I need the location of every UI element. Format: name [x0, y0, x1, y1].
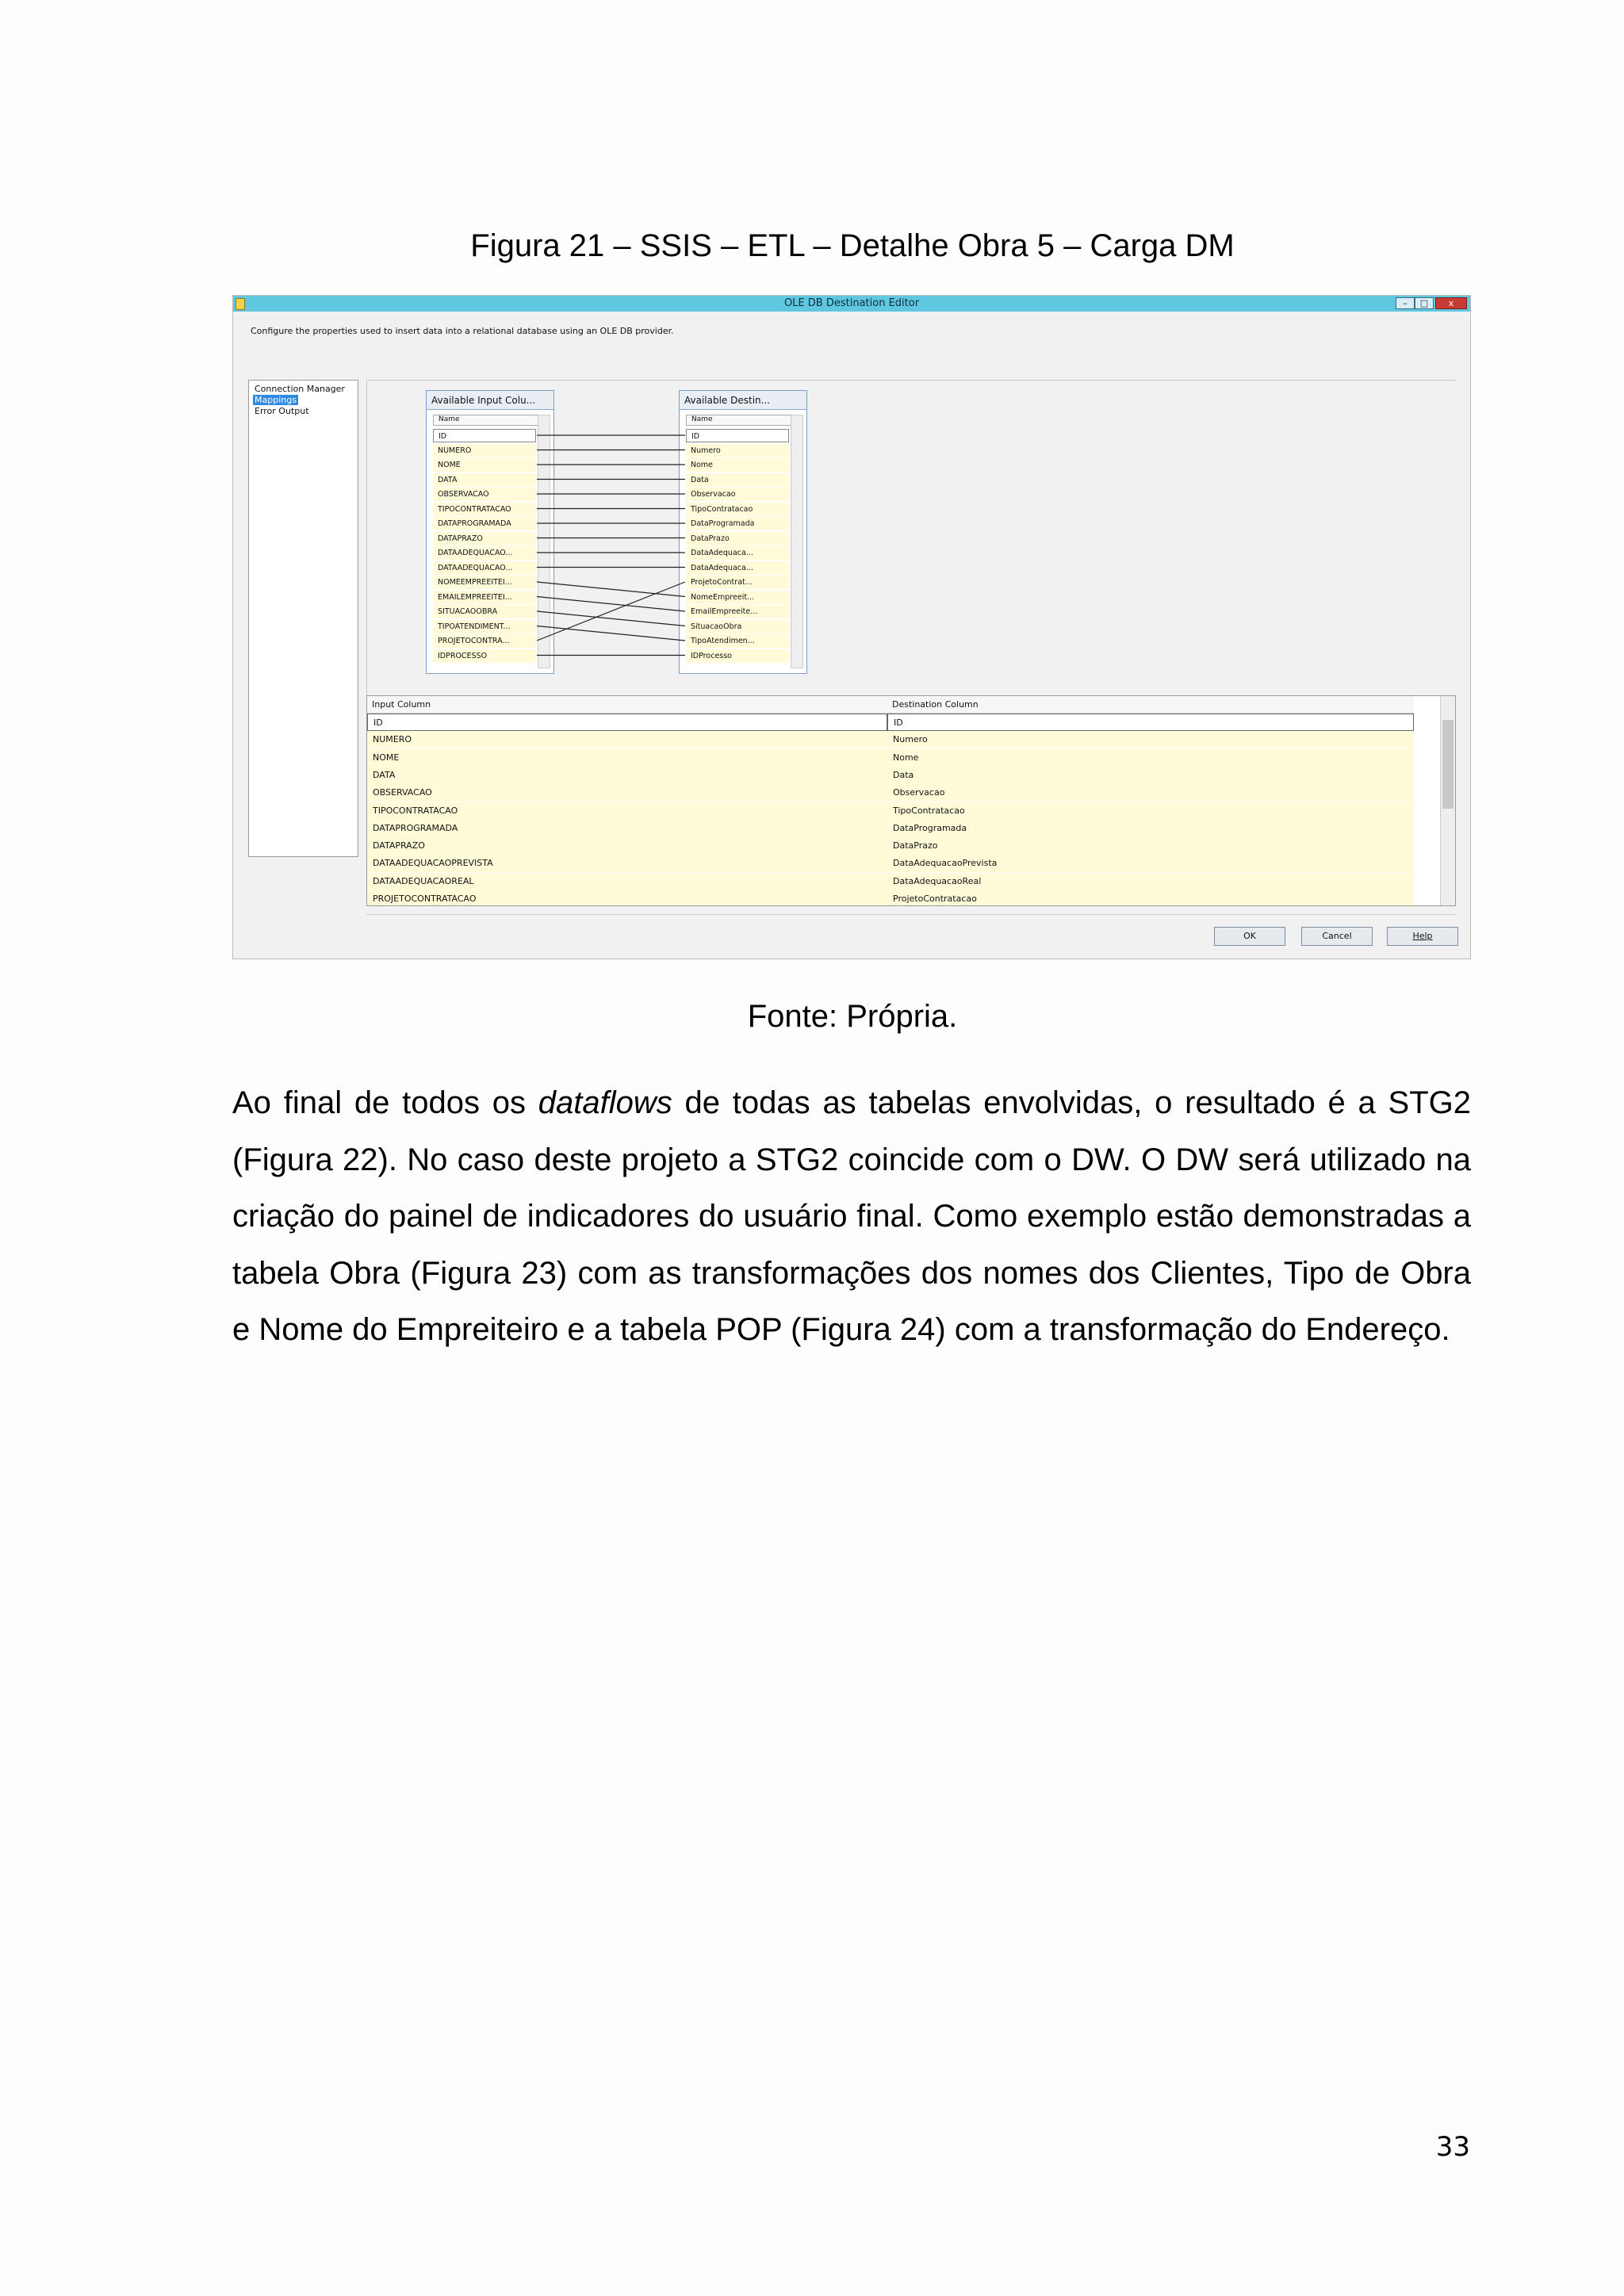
- grid-scrollbar-thumb[interactable]: [1442, 720, 1454, 809]
- input-item[interactable]: DATA: [433, 473, 536, 487]
- footer-divider: [366, 914, 1456, 915]
- paragraph-italic-term: dataflows: [538, 1085, 672, 1120]
- destination-column-cell[interactable]: DataPrazo: [893, 840, 938, 851]
- dest-item[interactable]: TipoAtendimen...: [686, 634, 789, 648]
- input-column-cell[interactable]: OBSERVACAO: [373, 787, 432, 798]
- table-row[interactable]: [367, 837, 1414, 855]
- dest-item[interactable]: EmailEmpreeite...: [686, 605, 789, 618]
- input-item[interactable]: SITUACAOOBRA: [433, 605, 536, 618]
- table-row[interactable]: [367, 784, 1414, 802]
- help-button-label: Help: [1412, 931, 1433, 941]
- dest-item[interactable]: DataProgramada: [686, 517, 789, 530]
- table-row[interactable]: [367, 802, 1414, 820]
- mapping-line: [537, 582, 685, 597]
- destination-column-cell[interactable]: DataAdequacaoPrevista: [893, 858, 998, 869]
- mapping-line: [537, 597, 685, 612]
- input-item[interactable]: DATAADEQUACAO...: [433, 546, 536, 560]
- input-table-title: Available Input Colu...: [427, 391, 553, 410]
- mapping-lines: [233, 296, 1472, 708]
- table-row[interactable]: [367, 855, 1414, 872]
- table-row[interactable]: [367, 820, 1414, 837]
- minimize-button[interactable]: –: [1396, 297, 1415, 309]
- input-column-cell[interactable]: PROJETOCONTRATACAO: [373, 894, 477, 904]
- destination-column-cell[interactable]: TipoContratacao: [893, 805, 965, 816]
- input-item[interactable]: OBSERVACAO: [433, 488, 536, 501]
- destination-column-cell[interactable]: DataAdequacaoReal: [893, 875, 982, 886]
- dest-item[interactable]: Observacao: [686, 488, 789, 501]
- close-button[interactable]: x: [1435, 297, 1467, 309]
- grid-scrollbar[interactable]: [1440, 696, 1455, 905]
- input-item[interactable]: TIPOATENDIMENT...: [433, 620, 536, 633]
- input-item[interactable]: ID: [433, 429, 536, 442]
- input-column-cell[interactable]: NUMERO: [373, 734, 412, 745]
- source-caption: Fonte: Própria.: [747, 999, 958, 1034]
- cancel-button[interactable]: Cancel: [1301, 927, 1373, 946]
- input-item[interactable]: NUMERO: [433, 444, 536, 457]
- paragraph-text-rest: de todas as tabelas envolvidas, o resultado é a STG2 (Figura 22). No caso deste projeto a STG2 coincide com o DW. O DW será utilizado na criação do painel de indicadores do usuário final. Como exemplo estão demonstradas a tabela Obra (Figura 23) com as transformações dos nomes dos Clientes, Tipo de Obra e Nome do Empreiteiro e a tabela POP (Figura 24) com a transformação do Endereço.: [232, 1085, 1471, 1347]
- input-item[interactable]: DATAPROGRAMADA: [433, 517, 536, 530]
- dest-item[interactable]: Numero: [686, 444, 789, 457]
- ok-button[interactable]: OK: [1214, 927, 1285, 946]
- destination-column-cell[interactable]: Observacao: [893, 787, 945, 798]
- dialog-description: Configure the properties used to insert data into a relational database using an OLE DB provider.: [251, 326, 674, 336]
- input-table-header: Name: [433, 415, 539, 426]
- dest-item[interactable]: TipoContratacao: [686, 503, 789, 516]
- input-item[interactable]: IDPROCESSO: [433, 649, 536, 663]
- mapping-grid[interactable]: [366, 695, 1456, 906]
- page-number: 33: [1435, 2131, 1470, 2163]
- table-row[interactable]: [367, 767, 1414, 784]
- grid-header-destination-column: Destination Column: [887, 696, 1414, 714]
- nav-item-connection-manager[interactable]: Connection Manager: [255, 384, 345, 394]
- dest-item[interactable]: DataAdequaca...: [686, 546, 789, 560]
- nav-item-error-output[interactable]: Error Output: [255, 406, 309, 416]
- destination-column-cell[interactable]: Data: [893, 769, 914, 780]
- dest-item[interactable]: ProjetoContrat...: [686, 576, 789, 589]
- help-button[interactable]: [1387, 927, 1458, 946]
- table-row[interactable]: [367, 731, 1414, 748]
- dest-item[interactable]: IDProcesso: [686, 649, 789, 663]
- table-row[interactable]: [367, 749, 1414, 767]
- nav-item-mappings[interactable]: Mappings: [255, 395, 297, 405]
- figure-caption: Figura 21 – SSIS – ETL – Detalhe Obra 5 – Carga DM: [470, 228, 1235, 263]
- paragraph-text-start: Ao final de todos os: [232, 1085, 538, 1120]
- input-column-cell[interactable]: ID: [367, 714, 887, 731]
- destination-column-cell[interactable]: Numero: [893, 734, 928, 745]
- input-column-cell[interactable]: DATAADEQUACAOREAL: [373, 875, 474, 886]
- dest-item[interactable]: DataPrazo: [686, 532, 789, 545]
- table-row[interactable]: [367, 890, 1414, 906]
- dest-item[interactable]: Nome: [686, 458, 789, 472]
- dest-table-header: Name: [686, 415, 792, 426]
- body-paragraph: [232, 1075, 1471, 1359]
- restore-button[interactable]: □: [1415, 297, 1434, 309]
- input-item[interactable]: DATAPRAZO: [433, 532, 536, 545]
- input-item[interactable]: DATAADEQUACAO...: [433, 561, 536, 575]
- destination-column-cell[interactable]: Nome: [893, 752, 919, 763]
- input-item[interactable]: EMAILEMPREEITEI...: [433, 591, 536, 604]
- input-column-cell[interactable]: DATAPROGRAMADA: [373, 822, 458, 833]
- grid-header-input-column: Input Column: [367, 696, 887, 714]
- input-column-cell[interactable]: TIPOCONTRATACAO: [373, 805, 458, 816]
- input-column-cell[interactable]: DATAPRAZO: [373, 840, 425, 851]
- dest-item[interactable]: DataAdequaca...: [686, 561, 789, 575]
- input-item[interactable]: PROJETOCONTRA...: [433, 634, 536, 648]
- dest-table-title: Available Destin...: [680, 391, 806, 410]
- input-item[interactable]: TIPOCONTRATACAO: [433, 503, 536, 516]
- table-row[interactable]: [367, 714, 1414, 731]
- table-row[interactable]: [367, 873, 1414, 890]
- mapping-line: [537, 611, 685, 626]
- dialog-title: OLE DB Destination Editor: [783, 297, 920, 309]
- dest-item[interactable]: SituacaoObra: [686, 620, 789, 633]
- input-item[interactable]: NOMEEMPREEITEI...: [433, 576, 536, 589]
- destination-column-cell[interactable]: ProjetoContratacao: [893, 894, 977, 904]
- ole-db-destination-editor-dialog: [232, 295, 1471, 959]
- input-column-cell[interactable]: DATA: [373, 769, 396, 780]
- dest-item[interactable]: NomeEmpreeit...: [686, 591, 789, 604]
- destination-column-cell[interactable]: ID: [887, 714, 1414, 731]
- dest-item[interactable]: ID: [686, 429, 789, 442]
- mapping-line: [537, 582, 685, 641]
- dest-item[interactable]: Data: [686, 473, 789, 487]
- mapping-line: [537, 626, 685, 641]
- destination-column-cell[interactable]: DataProgramada: [893, 822, 967, 833]
- input-column-cell[interactable]: NOME: [373, 752, 400, 763]
- input-item[interactable]: NOME: [433, 458, 536, 472]
- input-column-cell[interactable]: DATAADEQUACAOPREVISTA: [373, 858, 493, 869]
